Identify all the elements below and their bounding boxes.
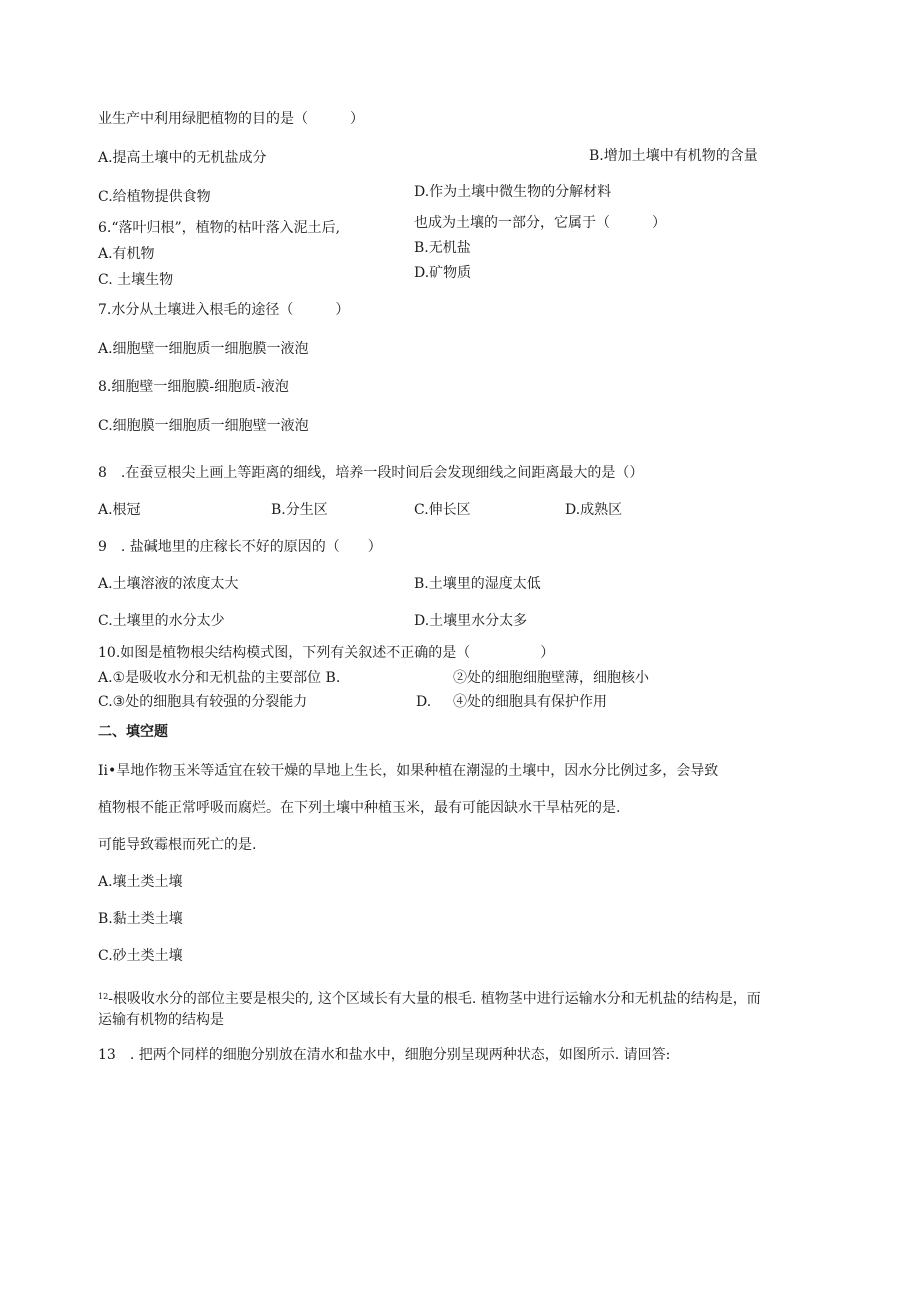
q9-stem: 9 . 盐碱地里的庄稼长不好的原因的（ ） xyxy=(98,539,382,555)
q10-option-a: A.①是吸收水分和无机盐的主要部位 B. xyxy=(98,670,341,686)
q6-stem-left: 6.“落叶归根”，植物的枯叶落入泥土后, xyxy=(98,220,341,236)
q7-option-c: C.细胞膜一细胞质一细胞壁一液泡 xyxy=(98,418,309,434)
q12-number: 12 xyxy=(98,992,109,1001)
q7-stem: 7.水分从土壤进入根毛的途径（ ） xyxy=(98,302,350,318)
q9-option-b: B.土壤里的湿度太低 xyxy=(414,576,541,592)
q8-option-c: C.伸长区 xyxy=(414,502,471,518)
q11-line-2: 植物根不能正常呼吸而腐烂。在下列土壤中种植玉米，最有可能因缺水干旱枯死的是. xyxy=(98,800,621,816)
q10-option-d-label: D. xyxy=(416,694,432,710)
q5-option-c: C.给植物提供食物 xyxy=(98,189,211,205)
q10-option-d: ④处的细胞具有保护作用 xyxy=(453,694,607,710)
q9-option-d: D.土壤里水分太多 xyxy=(414,613,528,629)
q12-line-2: 运输有机物的结构是 xyxy=(98,1012,224,1028)
q5-option-d: D.作为土壤中微生物的分解材料 xyxy=(414,184,612,200)
q7-option-a: A.细胞壁一细胞质一细胞膜一液泡 xyxy=(98,341,309,357)
q8-stem: 8 .在蚕豆根尖上画上等距离的细线，培养一段时间后会发现细线之间距离最大的是（） xyxy=(98,465,644,481)
q5-option-b: B.增加土壤中有机物的含量 xyxy=(589,148,758,164)
q13-stem: 13 . 把两个同样的细胞分别放在清水和盐水中，细胞分别呈现两种状态，如图所示. 请回答: xyxy=(98,1047,671,1063)
q7-option-b: 8.细胞壁一细胞膜-细胞质-液泡 xyxy=(98,379,289,395)
q11-option-b: B.黏土类土壤 xyxy=(98,911,183,927)
q6-option-a: A.有机物 xyxy=(98,246,155,262)
q11-line-3: 可能导致霉根而死亡的是. xyxy=(98,837,257,853)
q6-option-d: D.矿物质 xyxy=(414,265,472,281)
q10-option-b: ②处的细胞细胞壁薄，细胞核小 xyxy=(453,670,649,686)
q8-option-a: A.根冠 xyxy=(98,502,141,518)
q10-option-c: C.③处的细胞具有较强的分裂能力 xyxy=(98,694,308,710)
q9-option-a: A.土壤溶液的浓度太大 xyxy=(98,576,239,592)
q8-option-b: B.分生区 xyxy=(271,502,328,518)
q6-option-b: B.无机盐 xyxy=(414,240,471,256)
q8-option-d: D.成熟区 xyxy=(565,502,623,518)
q11-line-1: Ii•旱地作物玉米等适宜在较干燥的旱地上生长，如果种植在潮湿的土壤中，因水分比例过多，会导致 xyxy=(98,763,719,779)
q5-option-a: A.提高土壤中的无机盐成分 xyxy=(98,150,267,166)
q5-stem: 业生产中利用绿肥植物的目的是（ ） xyxy=(98,111,364,127)
section-heading: 二、填空题 xyxy=(98,724,168,740)
q12-line-1-text: -根吸收水分的部位主要是根尖的, 这个区域长有大量的根毛. 植物茎中进行运输水分和无机盐的结构是，而 xyxy=(108,991,761,1007)
q6-stem-right: 也成为土壤的一部分，它属于（ ） xyxy=(414,215,666,231)
q11-option-a: A.壤土类土壤 xyxy=(98,874,183,890)
q9-option-c: C.土壤里的水分太少 xyxy=(98,613,225,629)
q6-option-c: C. 土壤生物 xyxy=(98,272,174,288)
q10-stem: 10.如图是植物根尖结构模式图，下列有关叙述不正确的是（ ） xyxy=(98,645,555,661)
q12-line-1 xyxy=(98,990,761,1008)
q11-option-c: C.砂土类土壤 xyxy=(98,948,183,964)
